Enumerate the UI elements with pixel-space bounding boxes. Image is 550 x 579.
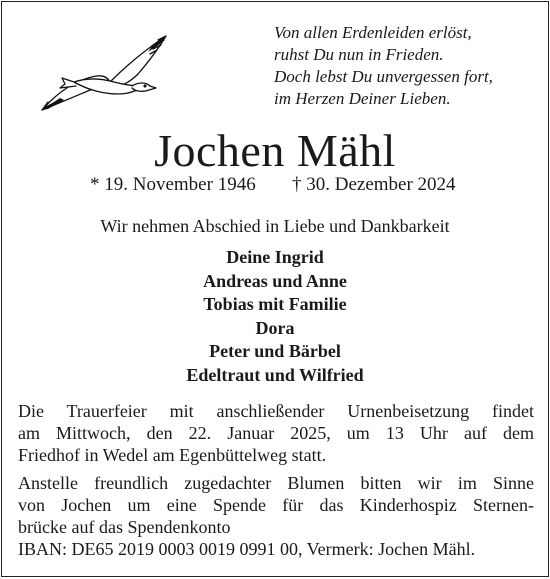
- mourner-name: Tobias mit Familie: [203, 294, 347, 314]
- mourner-name: Edeltraut und Wilfried: [186, 364, 364, 385]
- farewell-line: Wir nehmen Abschied in Liebe und Dankbarkeit: [100, 216, 450, 236]
- deceased-name: Jochen Mähl: [154, 125, 396, 176]
- paragraph-line: von Jochen um eine Spende für das Kinderhospiz Sternen-: [18, 495, 534, 515]
- paragraph-line: am Mittwoch, den 22. Januar 2025, um 13 Uhr auf dem: [18, 423, 534, 443]
- mourner-name: Peter und Bärbel: [209, 341, 341, 361]
- paragraph-line: Die Trauerfeier mit anschließender Urnenbeisetzung findet: [18, 401, 534, 421]
- memorial-poem: [274, 22, 544, 110]
- obituary-notice: [1, 1, 549, 577]
- birth-date: * 19. November 1946: [90, 174, 256, 195]
- mourner-name: Dora: [255, 317, 295, 338]
- paragraph-line: brücke auf das Spendenkonto: [18, 517, 231, 537]
- poem-line: Doch lebst Du unvergessen fort,: [274, 67, 493, 86]
- poem-line: im Herzen Deiner Lieben.: [274, 89, 451, 108]
- paragraph-line: Anstelle freundlich zugedachter Blumen bitten wir im Sinne: [18, 473, 534, 493]
- poem-line: ruhst Du nun in Frieden.: [274, 45, 444, 64]
- seagull-illustration: [34, 32, 172, 116]
- mourner-name: Andreas und Anne: [203, 270, 347, 291]
- mourner-name: Deine Ingrid: [226, 247, 324, 267]
- bank-details: IBAN: DE65 2019 0003 0019 0991 00, Vermerk: Jochen Mähl.: [18, 539, 476, 559]
- funeral-details: [18, 400, 534, 466]
- death-date: † 30. Dezember 2024: [292, 174, 456, 195]
- paragraph-line: Friedhof in Wedel am Egenbüttelweg statt.: [18, 445, 327, 465]
- donation-request: [18, 472, 534, 560]
- poem-line: Von allen Erdenleiden erlöst,: [274, 23, 472, 42]
- mourners-list: [2, 246, 548, 387]
